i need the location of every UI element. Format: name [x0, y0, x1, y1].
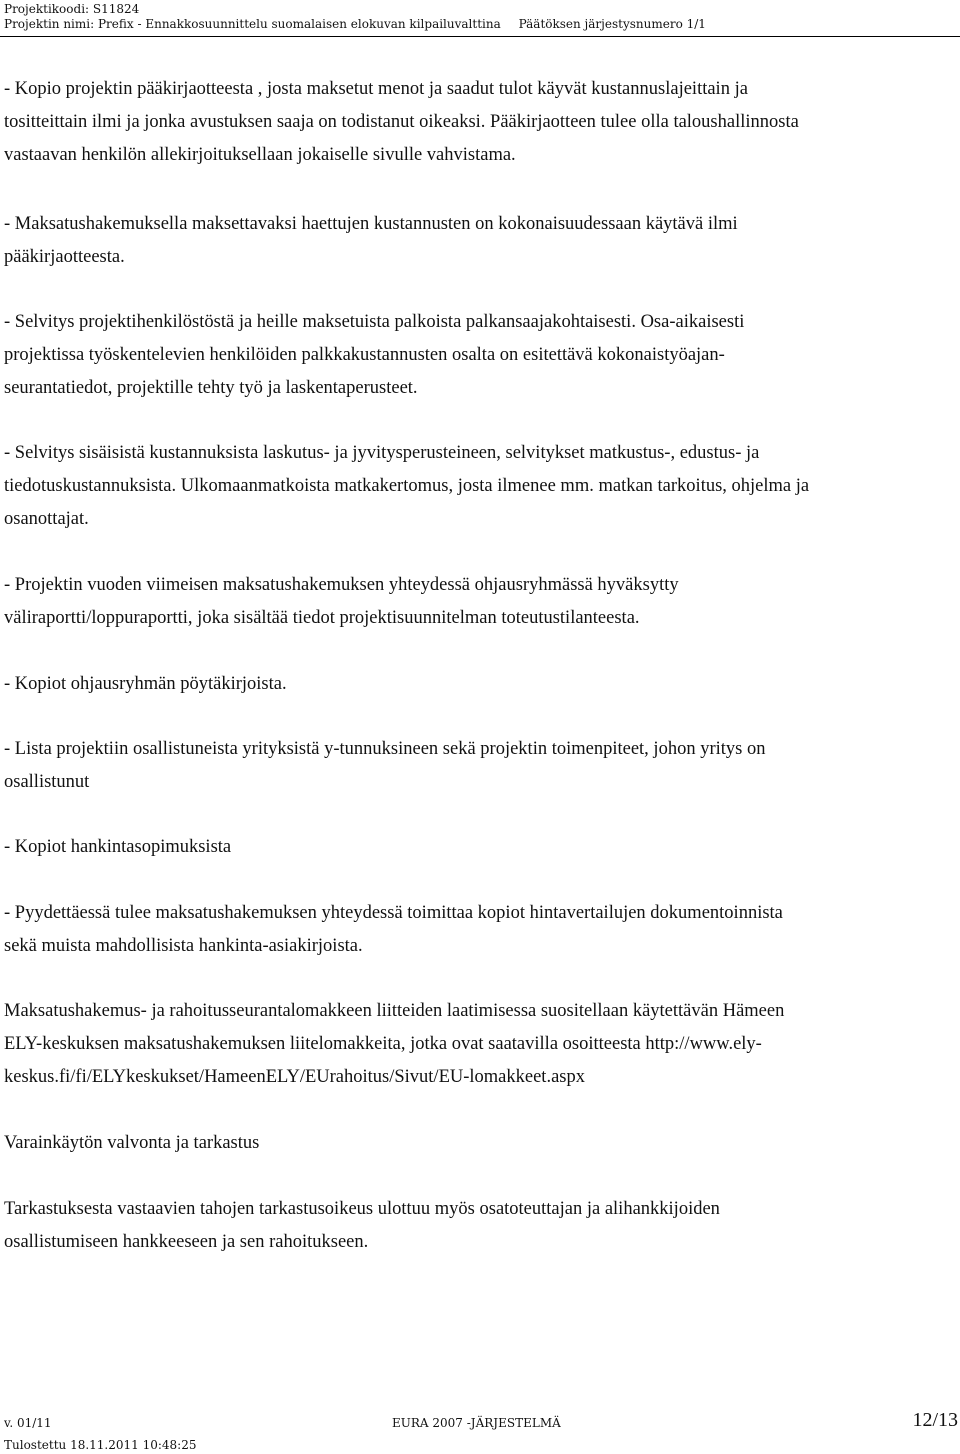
footer-version: v. 01/11 — [4, 1416, 52, 1430]
paragraph-steering-minutes: - Kopiot ohjausryhmän pöytäkirjoista. — [4, 674, 287, 694]
footer-printed-timestamp: Tulostettu 18.11.2011 10:48:25 — [4, 1438, 197, 1452]
paragraph-audit-rights: Tarkastuksesta vastaavien tahojen tarkastusoikeus ulottuu myös osatoteuttajan ja alihankkijoiden osallistumiseen hankkeeseen ja sen rahoitukseen. — [4, 1199, 720, 1252]
paragraph-ledger-copy: - Kopio projektin pääkirjaotteesta , josta maksetut menot ja saadut tulot käyvät kustannuslajeittain ja tositteittain ilmi ja jonka avustuksen saaja on todistanut oikeaksi. Pääkirjaotteen tulee olla taloushallinnosta vastaavan henkilön allekirjoituksellaan jokaiselle sivulle vahvistama. — [4, 79, 799, 165]
footer-page-number: 12/13 — [912, 1409, 958, 1431]
paragraph-internal-costs: - Selvitys sisäisistä kustannuksista laskutus- ja jyvitysperusteineen, selvitykset matkustus-, edustus- ja tiedotuskustannuksista. Ulkomaanmatkoista matkakertomus, josta ilmenee mm. matkan tarkoitus, ohjelma ja osanottajat. — [4, 443, 810, 529]
decision-number: Päätöksen järjestysnumero 1/1 — [518, 17, 706, 31]
header-line — [4, 17, 720, 31]
project-name: Projektin nimi: Prefix - Ennakkosuunnittelu suomalaisen elokuvan kilpailuvalttina — [4, 17, 501, 31]
paragraph-staff-report: - Selvitys projektihenkilöstöstä ja heille maksetuista palkoista palkansaajakohtaisesti. Osa-aikaisesti projektissa työskentelevien henkilöiden palkkakustannusten osalta on esitettävä kokonaistyöajan- seurantatiedot, projektille tehty työ ja laskentaperusteet. — [4, 312, 745, 398]
project-code: Projektikoodi: S11824 — [4, 2, 140, 16]
paragraph-progress-report: - Projektin vuoden viimeisen maksatushakemuksen yhteydessä ohjausryhmässä hyväksytty väliraportti/loppuraportti, joka sisältää tiedot projektisuunnitelman toteutustilanteesta. — [4, 575, 679, 628]
paragraph-company-list: - Lista projektiin osallistuneista yrityksistä y-tunnuksineen sekä projektin toimenpiteet, johon yritys on osallistunut — [4, 739, 766, 792]
header-divider — [0, 36, 960, 37]
paragraph-procurement-contracts: - Kopiot hankintasopimuksista — [4, 837, 232, 857]
footer-system: EURA 2007 -JÄRJESTELMÄ — [392, 1416, 561, 1430]
section-heading-audit: Varainkäytön valvonta ja tarkastus — [4, 1133, 260, 1153]
paragraph-costs-from-ledger: - Maksatushakemuksella maksettavaksi haettujen kustannusten on kokonaisuudessaan käytävä ilmi pääkirjaotteesta. — [4, 214, 738, 267]
paragraph-ely-forms: Maksatushakemus- ja rahoitusseurantalomakkeen liitteiden laatimisessa suositellaan käytettävän Hämeen ELY-keskuksen maksatushakemuksen liitelomakkeita, jotka ovat saatavilla osoitteesta http://www.ely- keskus.fi/fi/ELYkeskukset/HameenELY/EUrahoitus/Sivut/EU-lomakkeet.aspx — [4, 1001, 785, 1087]
paragraph-price-comparisons: - Pyydettäessä tulee maksatushakemuksen yhteydessä toimittaa kopiot hintavertailujen dokumentoinnista sekä muista mahdollisista hankinta-asiakirjoista. — [4, 903, 783, 956]
